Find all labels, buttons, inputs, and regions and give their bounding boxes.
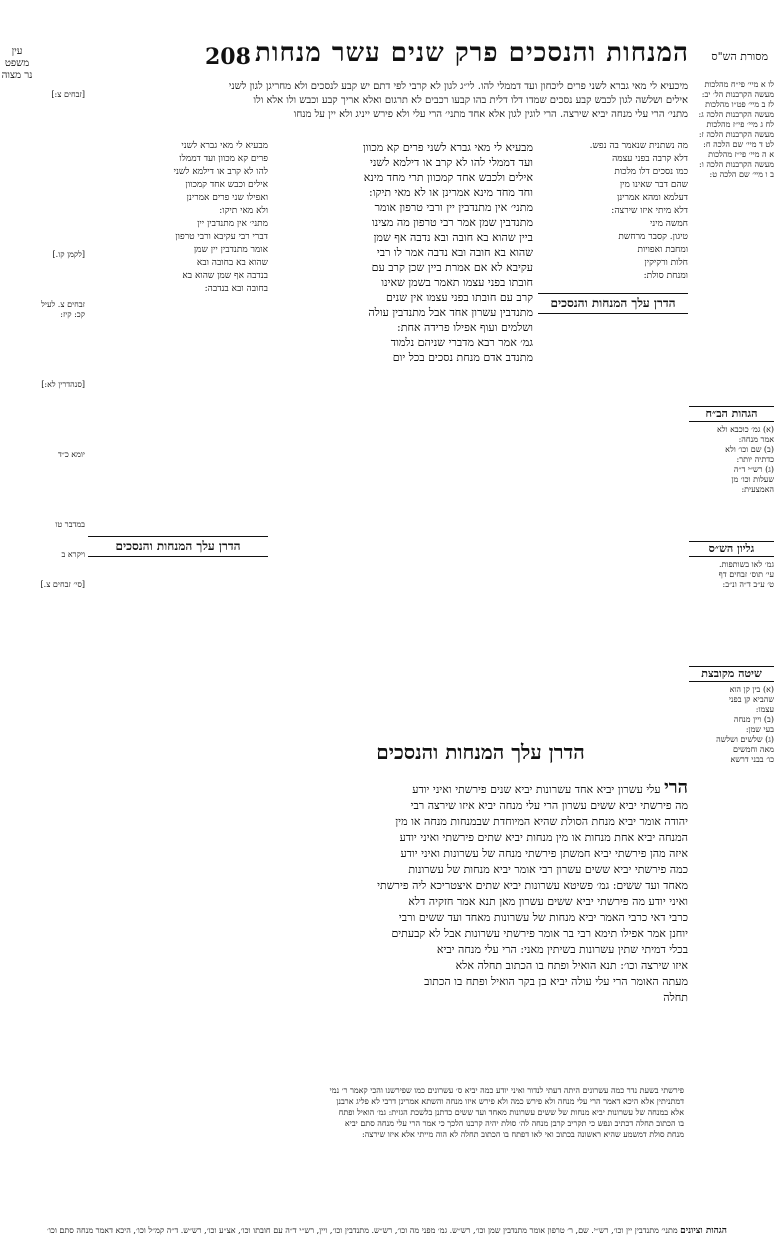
tosafot-line: חמשה מיני	[649, 219, 688, 229]
main-line: אילים ולכבש אחד קמכוון תרי מחד מינא	[363, 171, 533, 184]
tosafot-column	[538, 140, 688, 760]
shita-mekubetzet-title: שיטה מקובצת	[689, 666, 774, 682]
right-margin	[689, 80, 774, 765]
mishnah-line: יהודה אומר יביא מנחת הסולת שהיא המיוחדת שבמנחות מנחה או מין	[395, 815, 688, 828]
rashi-line: פרים קא מכוון ועד דממלו	[179, 154, 268, 164]
hagahot-vetziyunim-line: מתני׳ מתנדבין יין וכו׳, רש״י. שם, ר׳ טרפון אומר מתנדבין שמן וכו׳, רש״ש. גמ׳ מפני מה וכו׳, רש״ש.	[371, 1226, 678, 1235]
tosafot-line: מה נשתנית שנאמר בה נפש.	[589, 141, 688, 151]
main-line: ושלמים ועוף אפילו פרידה אחת:	[397, 321, 533, 334]
main-line: מתני׳ אין מתנדבין יין ורבי טרפון אומר	[374, 201, 533, 214]
ein-mishpat-entry: מעשה הקרבנות הלכה ו:	[699, 160, 774, 169]
main-line: מבעיא לי מאי גברא לשני פרים קא מכוון	[362, 141, 533, 154]
ein-mishpat-entry: מעשה הקרבנות הלכה ג:	[698, 110, 774, 119]
mishnah-line: מה פירשתי יביא ששים עשרון הרי עלי מנחה יביא איזו שירצה רבי	[410, 799, 688, 812]
footer-commentary	[88, 1085, 684, 1235]
tosafot-line: ומחבת ואפויות	[637, 245, 688, 255]
rashi-line: להו לא קרב או דילמא לשני	[173, 167, 268, 177]
mishnah-line: בכלי דמיתי שתין עשרונות בשיתין מאני: הרי עלי מנחה יביא	[436, 943, 688, 956]
footer-line: מנחת סולת דמשמע שהיא ראשונה בכתוב ואי לאו דפתח בו הכתוב תחלה לא הוה מייתי אלא איזו שירצה:	[361, 1130, 684, 1139]
left-margin	[0, 80, 85, 590]
hagahot-line: כדתיה יותר:	[736, 455, 774, 464]
hagahot-vetziyunim-label: הגהות וציונים	[680, 1226, 727, 1236]
page-number: 208	[205, 44, 251, 70]
tosafot-line: טיגון. קסבר מרחשת	[618, 232, 688, 242]
mesorat-note: ויקרא ב	[61, 550, 85, 559]
mishnah-line: כמה פירשתי יביא ששים עשרון רבי אומר יביא מנחות של עשרונות	[408, 863, 688, 876]
mesorat-note: [לקמן קו.]	[52, 250, 85, 259]
hagahot-line: (ב) שם וכו׳ ולא	[725, 445, 774, 454]
gilyon-line: ט׳ ע״ב ד״ה ונ״ב:	[722, 580, 774, 589]
gemara-line: אילים ושלשה לגון לכבש קבע נסכים שמדו דלו דלית בהו קבעו רכבים לא תרגום ואלא אריך קבע וכבש ולו אלא ולו	[253, 95, 688, 106]
mishnah-line: כרבי דאי כרבי האמר יביא מנחות של עשרונות מאחד ועד ששים ורבי	[398, 911, 688, 924]
shita-line: (ג) שלשים ושלשה	[716, 735, 774, 744]
ein-mishpat-entry: לח ג מיי׳ פי״ז מהלכות	[706, 120, 774, 129]
rashi-line: ולא מאי תיקו:	[219, 206, 268, 216]
page-header	[0, 20, 774, 81]
shita-line: (א) בין קן הוא	[729, 685, 774, 694]
page-title: המנחות והנסכים פרק שנים עשר מנחות	[255, 38, 689, 68]
ein-mishpat-label: עין משפט נר מצוה	[1, 46, 33, 81]
ein-mishpat-entry: לט ד מיי׳ שם הלכה ח:	[703, 140, 774, 149]
shita-line: כו׳ בבני דרשא	[730, 755, 774, 764]
gilyon-line: עי׳ תוס׳ זבחים דף	[718, 570, 774, 579]
main-line: ביין שהוא בא חובה ובא נדבה אף שמן	[373, 231, 533, 244]
rashi-column	[88, 80, 268, 1070]
opening-word: הרי	[664, 780, 688, 798]
mesorat-note: יומא כ״ד	[57, 450, 85, 459]
tosafot-line: ומנחת סולת:	[643, 271, 688, 281]
footer-line: דמתניתין אלא היכא דאמר הרי עלי מנחה ולא פירש כמה ולא פירש איזו מנחה והשתא אמרינן דרבי לא פליג ארבנן	[336, 1097, 684, 1106]
gemara-line: מיכעיא לי מאי גברא לשני פרים ליכחון ועד דממלי להו. לי״ג לגון לא קרבי לפי דתם יש קבע לנסכים ולא מחריגן לגון לשני	[228, 81, 688, 92]
mishnah-line: יוחנן אמר אפילו תימא רבי בר אומר פירשתי עשרונות אבל לא קבעתים	[391, 927, 688, 940]
mishnah-line: איזה מהן פירשתי יביא חמשתן פירשתי מנחה של עשרונות ואיני יודע	[400, 847, 688, 860]
rashi-line: בנדבה אף שמן שהוא בא	[182, 271, 268, 281]
tosafot-line: דעלמא ומהא אמרינן	[616, 193, 688, 203]
tosafot-line: כמו נסכים דלו מלכות	[614, 167, 688, 177]
hagahot-line: האמצעית:	[741, 485, 774, 494]
rashi-line: מבעיא לי מאי גברא לשני	[181, 141, 268, 151]
main-gemara-column	[273, 140, 533, 365]
chapter-end-heading: הדרן עלך המנחות והנסכים	[376, 740, 585, 764]
mesorat-note: זבחים צ. לעיל	[41, 300, 85, 309]
tosafot-line: חלות ורקיקין	[644, 258, 688, 268]
ein-mishpat-entry: א ה מיי׳ פי״ז מהלכות	[708, 150, 774, 159]
main-line: שהוא בא חובה ובא נדבה אמר לו רבי	[376, 246, 533, 259]
hagahot-line: (ג) רש״י ד״ה	[733, 465, 774, 474]
shita-line: (ב) ויין מנחה	[733, 715, 774, 724]
main-line: קרב עם חובתו בפני עצמו אין שנים	[385, 291, 533, 304]
mesorat-note: במדבר טו	[55, 520, 85, 529]
shita-line: בעי שמן:	[745, 725, 774, 734]
main-line: גמ׳ אמר רבא מדברי שניהם נלמוד	[390, 336, 533, 349]
shita-line: עצמו:	[755, 705, 774, 714]
rashi-line: אילים וכבש אחד קמכוון	[185, 180, 268, 190]
hagahot-line: שעלות וכו׳ מן	[731, 475, 774, 484]
main-line: ועד דממלי להו לא קרב או דילמא לשני	[369, 156, 533, 169]
mishnah-first-line	[273, 780, 688, 798]
footer-line: בו הכתוב תחלה דכתיב ונפש כי תקריב קרבן מנחה לה׳ סולת יהיה קרבנו הלכך כי אמר הרי עלי מנחה סתם יביא	[344, 1119, 684, 1128]
rashi-line: דברי רבי עקיבא ורבי טרפון	[175, 232, 268, 242]
gilyon-hashas-title: גליון הש״ס	[689, 541, 774, 557]
mesorat-note: [זבחים צ:]	[51, 90, 85, 99]
main-line: מתנדבין שמן אמר רבי טרפון מה מצינו	[371, 216, 533, 229]
ein-mishpat-entry: מעשה הקרבנות הל׳ יב:	[701, 90, 774, 99]
mishnah-line: מעתה האומר הרי עלי עולה יביא בן בקר הואיל ופתח בו הכתוב	[424, 975, 688, 988]
main-line: עקיבא לא אם אמרת ביין שכן קרב עם	[371, 261, 533, 274]
main-line: וחד מחד מינא אמרינן או לא מאי תיקו:	[369, 186, 533, 199]
gilyon-line: גמ׳ לאו בשותפות.	[718, 560, 774, 569]
mesorat-note: [סנהדרין לא:]	[41, 380, 85, 389]
rashi-line: שהוא בא בחובה ובא	[196, 258, 268, 268]
mishnah-section	[273, 780, 688, 1006]
central-text	[88, 80, 688, 1080]
rashi-line: מתני׳ אין מתנדבין יין	[197, 219, 268, 229]
mishnah-line: המנחה יביא אחת מנחות או מין מנחות יביא שתים פירשתי ואיני יודע	[399, 831, 688, 844]
ein-mishpat-entry: לז ב מיי׳ פט״ו מהלכות	[705, 100, 774, 109]
mishnah-line: איזו שירצה וכו׳: תנא הואיל ופתח בו הכתוב תחלה אלא	[455, 959, 688, 972]
footer-line: פירשתי בשעת נדר כמה עשרונים היתה דעתי לנדור ואיני יודע כמה יביא ס׳ עשרונים כמו שפירשנו והכי קאמר ר׳ נמי	[329, 1086, 684, 1095]
rashi-line: אומר מתנדבין יין שמן	[193, 245, 268, 255]
shita-line: שהביא קן בפני	[728, 695, 774, 704]
mesorat-label: מסורת הש"ס	[711, 50, 768, 63]
mesorat-note: קכ: קיז:	[60, 310, 85, 319]
mishnah-line: תחלה	[663, 991, 688, 1004]
hagahot-vetziyunim	[0, 1225, 774, 1236]
main-hadran-heading: הדרן עלך המנחות והנסכים	[538, 293, 688, 314]
tosafot-line: שהם דבר שאינו מין	[619, 180, 688, 190]
rashi-hadran-heading: הדרן עלך המנחות והנסכים	[88, 536, 268, 557]
hagahot-vetziyunim-line: מתנדבין וכו׳, ויין, רש״י ד״ה עם חובתו וכו׳, אצ״ע וכו׳, רש״ש. ד״ה קמ״ל וכו׳, היכא דאמר מנחה סתם וכו׳	[47, 1226, 369, 1235]
hagahot-line: (א) גמ׳ כוכבא ולא	[716, 425, 774, 434]
rashi-line: ואפילו שני פרים אמרינן	[186, 193, 268, 203]
mishnah-line: עלי עשרון יביא אחד עשרונות יביא שנים פירשתי ואיני יודע	[412, 783, 661, 796]
hagahot-line: אמר מנחה:	[738, 435, 774, 444]
tosafot-line: דלא מיתי איזו שירצה:	[611, 206, 688, 216]
footer-line: אלא במנחה של עשרונות יביא מנחות של ששים עשרונות מאחד ועד ששים כדתנן בלשכת הגזית: גמ׳ הואיל ופתח	[338, 1108, 684, 1117]
mesorat-note: [סי׳ זבחים צ.]	[40, 580, 85, 589]
ein-mishpat-entry: מעשה הקרבנות הלכה ז:	[698, 130, 774, 139]
mishnah-line: ואיני יודע מה פירשתי יביא ששים עשרון מאן תנא אמר חזקיה דלא	[408, 895, 688, 908]
ein-mishpat-entry: לו א מיי׳ פי״ח מהלכות	[704, 80, 774, 89]
tosafot-line: דלא קרבה בפני עצמה	[612, 154, 688, 164]
ein-mishpat-entry: ב ו מיי׳ שם הלכה ט:	[709, 170, 774, 179]
main-line: חובתו בפני עצמו תאמר בשמן שאינו	[381, 276, 533, 289]
main-line: מתנדב אדם מנחת נסכים בכל יום	[392, 351, 533, 364]
ein-mishpat-entries	[689, 80, 774, 180]
mishnah-line: מאחד ועד ששים: גמ׳ פשיטא עשרונות יביא שתים איצטריכא ליה פירשתי	[377, 879, 688, 892]
rashi-line: בחובה ובא בנדבה:	[204, 284, 268, 294]
main-line: מתנדבין עשרון אחד אבל מתנדבין עולה	[368, 306, 533, 319]
shita-line: מאה וחמשים	[733, 745, 774, 754]
hagahot-habach-title: הגהות הב״ח	[689, 406, 774, 422]
gemara-line: מתני׳ הרי עלי מנחה יביא שירצה. הרי לוגין לגון אלא אחד מתני׳ הרי עלי ולא פירש ייניג ולא יין על מנחו	[293, 109, 688, 120]
